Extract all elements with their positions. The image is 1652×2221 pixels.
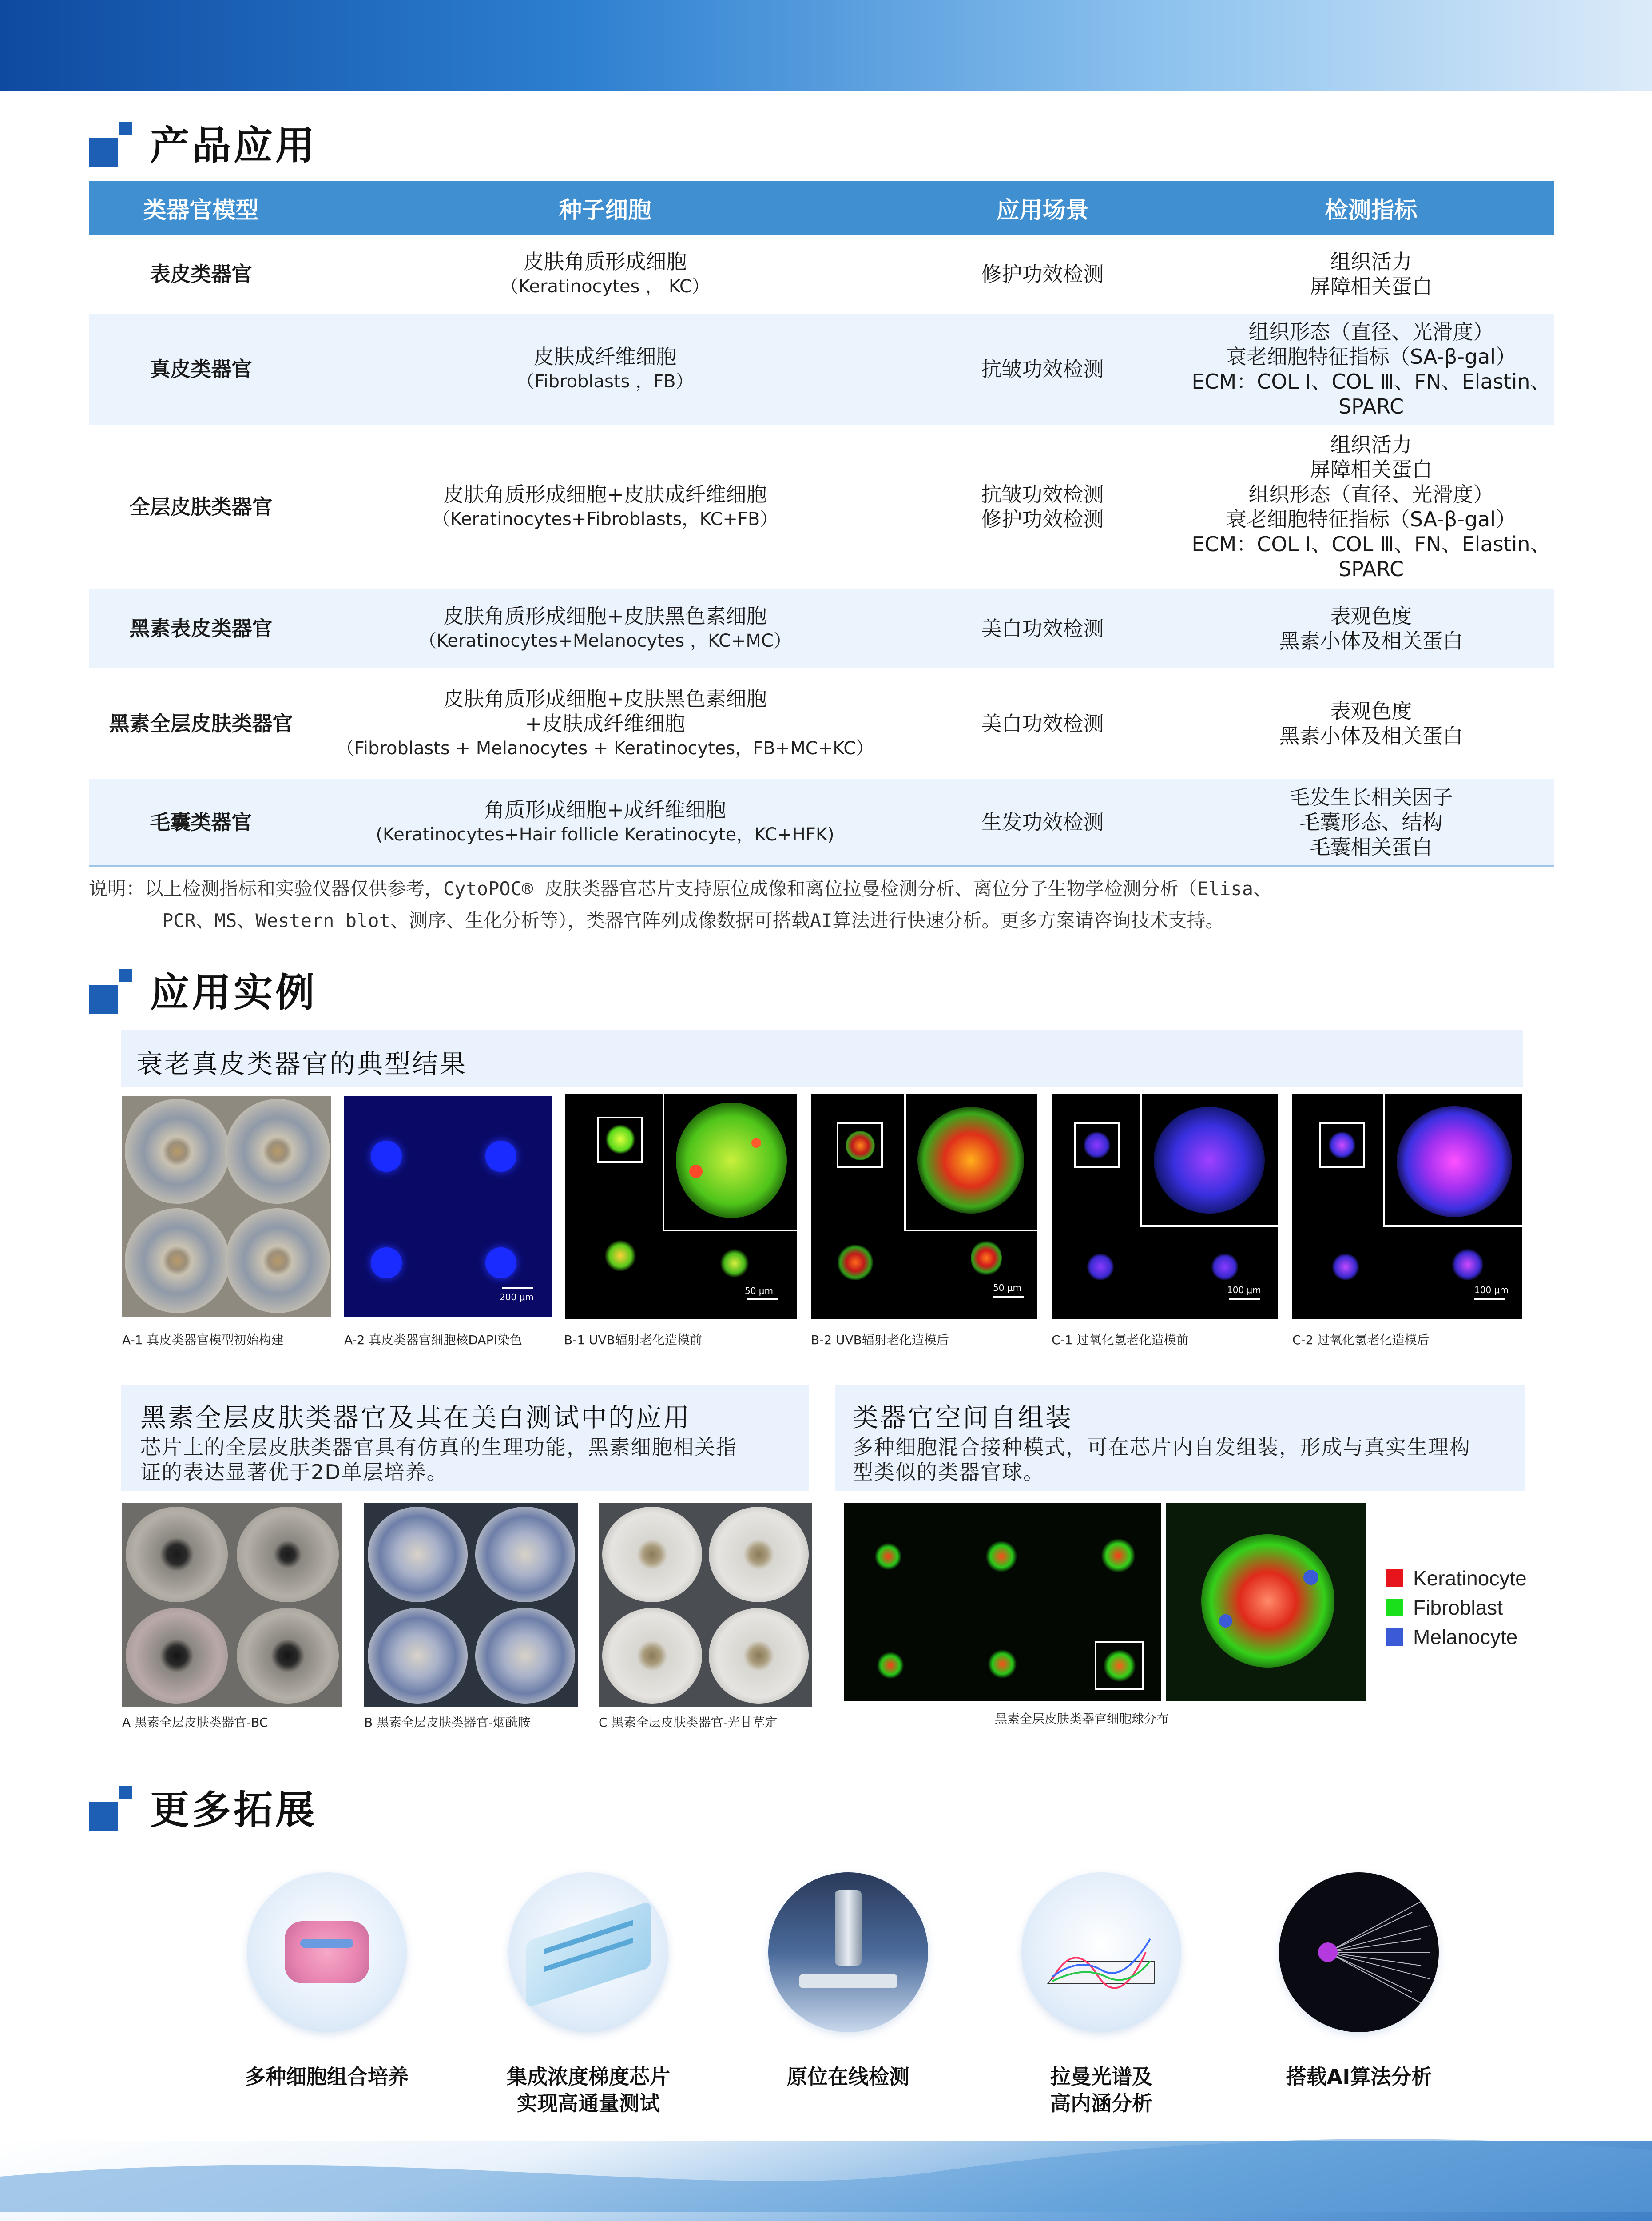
- model-cell: 黑素全层皮肤类器官: [109, 712, 293, 736]
- scale-label: 200 μm: [500, 1292, 534, 1302]
- header-cell: 应用场景: [996, 197, 1089, 224]
- note-line: PCR、MS、Western blot、测序、生化分析等），类器官阵列成像数据可搭载AI算法进行快速分析。更多方案请咨询技术支持。: [162, 910, 1224, 931]
- example2-desc: 芯片上的全层皮肤类器官具有仿真的生理功能，黑素细胞相关指: [140, 1435, 737, 1459]
- example3-title: 类器官空间自组装: [853, 1402, 1073, 1433]
- spectrum-chart-icon: [1021, 1872, 1181, 2032]
- cell-cell: [313, 482, 897, 532]
- feature-ai: [1257, 1872, 1461, 2090]
- metric-text: 表观色度: [1330, 699, 1412, 723]
- image-caption: 黑素全层皮肤类器官细胞球分布: [995, 1712, 1169, 1726]
- metric-cell: [1188, 604, 1554, 653]
- example3-desc: 多种细胞混合接种模式，可在芯片内自发组装，形成与真实生理构: [853, 1435, 1471, 1459]
- example1-title-bar: [121, 1030, 1523, 1087]
- model-cell: 表皮类器官: [150, 262, 252, 286]
- image-b2: [811, 1094, 1037, 1319]
- feature-gradient-chip: [486, 1872, 691, 2117]
- footer-wave: [0, 2123, 1652, 2212]
- image-caption: C-1 过氧化氢老化造模前: [1052, 1333, 1189, 1347]
- section-title: 更多拓展: [150, 1787, 318, 1833]
- table-note: [89, 873, 1554, 937]
- cell-cn: 皮肤角质形成细胞+皮肤黑色素细胞: [443, 604, 767, 628]
- section-examples-header: [89, 962, 317, 1018]
- scene-cell: [897, 262, 1188, 287]
- image-a1: [122, 1096, 331, 1317]
- cell-cell: [313, 344, 897, 394]
- cell-cell: [313, 249, 897, 299]
- legend-item: [1386, 1593, 1527, 1622]
- image-caption: C-2 过氧化氢老化造模后: [1292, 1333, 1430, 1347]
- image-nicotinamide: [364, 1503, 578, 1707]
- table-row: [89, 425, 1554, 589]
- cell-en: （Fibroblasts + Melanocytes + Keratinocytes，FB+MC+KC）: [336, 738, 874, 759]
- image-caption: A 黑素全层皮肤类器官-BC: [122, 1715, 268, 1730]
- image-spheroid-zoom: [1166, 1503, 1366, 1701]
- scene-text: 抗皱功效检测: [981, 357, 1104, 381]
- microscope-icon: [768, 1872, 928, 2032]
- cell-cn: 角质形成细胞+成纤维细胞: [484, 798, 726, 822]
- image-caption: B-2 UVB辐射老化造模后: [811, 1333, 949, 1347]
- section-more-header: [89, 1779, 317, 1835]
- legend-item: [1386, 1564, 1527, 1593]
- contact-website: [1101, 2214, 1602, 2221]
- metric-cell: [1188, 249, 1554, 299]
- feature-online-detection: [746, 1872, 950, 2090]
- feature-label: 原位在线检测: [787, 2065, 909, 2089]
- scale-label: 50 μm: [993, 1282, 1022, 1293]
- metric-text: 衰老细胞特征指标（SA-β-gal）: [1226, 345, 1517, 369]
- legend-label: Keratinocyte: [1413, 1567, 1527, 1590]
- scene-text: 抗皱功效检测: [981, 482, 1104, 506]
- metric-text: 屏障相关蛋白: [1310, 458, 1433, 482]
- metric-text: 毛囊相关蛋白: [1310, 835, 1433, 859]
- image-c1: [1052, 1094, 1278, 1319]
- metric-cell: [1188, 432, 1554, 581]
- image-b1: [565, 1094, 797, 1319]
- cell-en: （Keratinocytes+Fibroblasts，KC+FB）: [432, 509, 778, 529]
- metric-text: 组织形态（直径、光滑度）: [1248, 482, 1494, 506]
- scale-label: 100 μm: [1227, 1285, 1261, 1295]
- section-products-header: [89, 115, 317, 171]
- feature-raman: [999, 1872, 1203, 2117]
- section-marker-icon: [89, 1783, 138, 1831]
- metric-cell: [1188, 785, 1554, 860]
- metric-text: 黑素小体及相关蛋白: [1279, 629, 1463, 653]
- feature-label: 高内涵分析: [1050, 2091, 1152, 2115]
- scene-text: 生发功效检测: [981, 810, 1104, 834]
- header-cell: 类器官模型: [143, 197, 259, 224]
- legend-label: Melanocyte: [1413, 1625, 1518, 1648]
- model-cell: 毛囊类器官: [150, 810, 252, 834]
- chip-icon: [508, 1872, 668, 2032]
- note-line: 说明：以上检测指标和实验仪器仅供参考，CytoPOC® 皮肤类器官芯片支持原位成像和离位拉曼检测分析、离位分子生物学检测分析（Elisa、: [89, 878, 1272, 900]
- cell-cell: [313, 797, 897, 847]
- cell-en: （Keratinocytes+Melanocytes ，KC+MC）: [419, 631, 791, 651]
- example2-desc: 证的表达显著优于2D单层培养。: [140, 1460, 448, 1484]
- image-caption: B-1 UVB辐射老化造模前: [564, 1333, 702, 1347]
- image-c2: [1292, 1094, 1522, 1319]
- feature-label: 搭载AI算法分析: [1286, 2065, 1432, 2089]
- feature-label: 多种细胞组合培养: [245, 2065, 409, 2089]
- header-cell: 种子细胞: [559, 197, 651, 224]
- model-cell: 真皮类器官: [150, 357, 252, 381]
- header-band: [0, 0, 1652, 91]
- cell-cn: 皮肤角质形成细胞+皮肤成纤维细胞: [443, 482, 767, 506]
- section-marker-icon: [89, 965, 138, 1014]
- feature-label: 拉曼光谱及: [1050, 2065, 1152, 2089]
- image-bc: [122, 1503, 342, 1707]
- scene-text: 修护功效检测: [981, 262, 1104, 286]
- image-a2: [344, 1096, 552, 1317]
- scale-label: 100 μm: [1474, 1285, 1509, 1295]
- image-spheroid-array: [844, 1503, 1161, 1701]
- metric-text: 毛发生长相关因子: [1289, 785, 1453, 809]
- section-title: 应用实例: [150, 970, 318, 1015]
- cell-cell: [313, 604, 897, 653]
- feature-coculture: [225, 1872, 429, 2090]
- cell-cn: +皮肤成纤维细胞: [525, 712, 685, 736]
- feature-label: 实现高通量测试: [517, 2091, 660, 2115]
- table-row: [89, 314, 1554, 425]
- model-cell: 全层皮肤类器官: [129, 495, 273, 519]
- example3-desc: 型类似的类器官球。: [853, 1460, 1044, 1484]
- coculture-icon: [247, 1872, 407, 2032]
- metric-text: 屏障相关蛋白: [1310, 275, 1433, 299]
- table-row: [89, 668, 1554, 779]
- cell-en: （Keratinocytes ， KC）: [500, 276, 710, 297]
- scale-label: 50 μm: [745, 1286, 774, 1296]
- legend-item: [1386, 1622, 1527, 1652]
- metric-text: 衰老细胞特征指标（SA-β-gal）: [1226, 507, 1517, 531]
- image-glabridin: [599, 1503, 812, 1707]
- table-header: [89, 181, 1554, 235]
- cell-en: (Keratinocytes+Hair follicle Keratinocyte，KC+HFK): [376, 824, 834, 845]
- metric-text: 毛囊形态、结构: [1299, 810, 1443, 834]
- feature-label: 集成浓度梯度芯片: [507, 2065, 670, 2089]
- scene-cell: [897, 711, 1188, 736]
- section-title: 产品应用: [150, 123, 318, 168]
- scene-cell: [897, 810, 1188, 835]
- table-row: [89, 235, 1554, 314]
- cell-en: （Fibroblasts ，FB）: [516, 371, 694, 392]
- table-row: [89, 779, 1554, 865]
- cell-cn: 皮肤角质形成细胞+皮肤黑色素细胞: [443, 687, 767, 711]
- metric-text: ECM：COL Ⅰ、COL Ⅲ、FN、Elastin、SPARC: [1191, 532, 1551, 581]
- metric-text: 表观色度: [1330, 604, 1412, 628]
- ai-network-icon: [1279, 1872, 1439, 2032]
- metric-text: 组织活力: [1330, 433, 1412, 457]
- scene-cell: [897, 616, 1188, 641]
- scene-cell: [897, 482, 1188, 532]
- image-caption: A-1 真皮类器官模型初始构建: [122, 1333, 284, 1347]
- scene-text: 美白功效检测: [981, 617, 1104, 641]
- section-marker-icon: [89, 118, 138, 167]
- image-caption: C 黑素全层皮肤类器官-光甘草定: [599, 1715, 778, 1730]
- image-caption: A-2 真皮类器官细胞核DAPI染色: [344, 1333, 522, 1347]
- model-cell: 黑素表皮类器官: [129, 617, 273, 641]
- cell-legend: [1386, 1564, 1527, 1652]
- product-table: [89, 181, 1554, 867]
- example2-title: 黑素全层皮肤类器官及其在美白测试中的应用: [140, 1402, 691, 1433]
- scene-text: 修护功效检测: [981, 507, 1104, 531]
- cell-cn: 皮肤角质形成细胞: [523, 250, 687, 274]
- table-row: [89, 589, 1554, 668]
- metric-cell: [1188, 319, 1554, 419]
- example2-panel: [121, 1385, 809, 1491]
- metric-text: 组织活力: [1330, 250, 1412, 274]
- table-divider: [89, 865, 1554, 867]
- metric-text: 黑素小体及相关蛋白: [1279, 724, 1463, 748]
- example3-panel: [835, 1385, 1525, 1491]
- scene-cell: [897, 357, 1188, 382]
- metric-text: 组织形态（直径、光滑度）: [1248, 320, 1494, 344]
- cell-cell: [313, 686, 897, 761]
- scene-text: 美白功效检测: [981, 712, 1104, 736]
- image-caption: B 黑素全层皮肤类器官-烟酰胺: [364, 1715, 531, 1730]
- cell-cn: 皮肤成纤维细胞: [533, 345, 677, 369]
- metric-cell: [1188, 699, 1554, 748]
- legend-label: Fibroblast: [1413, 1596, 1503, 1619]
- metric-text: ECM：COL Ⅰ、COL Ⅲ、FN、Elastin、SPARC: [1191, 370, 1551, 418]
- example1-title: 衰老真皮类器官的典型结果: [137, 1049, 468, 1079]
- header-cell: 检测指标: [1325, 197, 1418, 224]
